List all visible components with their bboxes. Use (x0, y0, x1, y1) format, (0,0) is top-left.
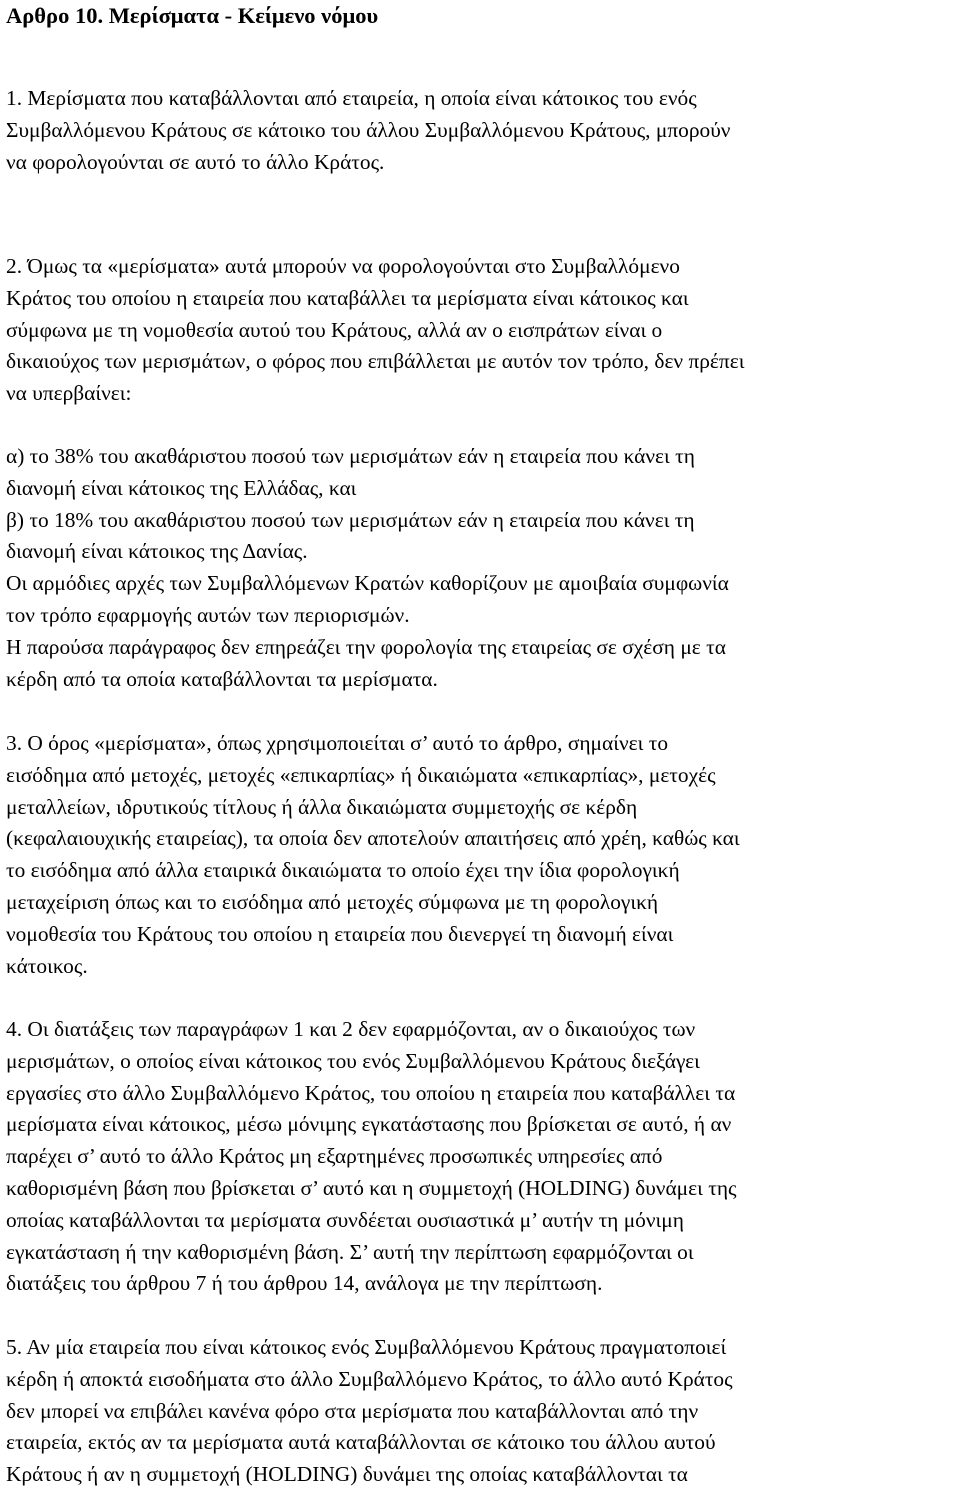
text-line: μερίσματα είναι κάτοικος, μέσω μόνιμης εγκατάστασης που βρίσκεται σε αυτό, ή αν (6, 1112, 732, 1137)
paragraph-4 (6, 1014, 956, 1300)
text-line: 3. Ο όρος «μερίσματα», όπως χρησιμοποιείται σ’ αυτό το άρθρο, σημαίνει το (6, 731, 669, 755)
text-line: κέρδη ή αποκτά εισοδήματα στο άλλο Συμβαλλόμενο Κράτος, το άλλο αυτό Κράτος (6, 1366, 733, 1391)
text-line: Κράτος του οποίου η εταιρεία που καταβάλλει τα μερίσματα είναι κάτοικος και (6, 285, 689, 310)
article-title: Αρθρο 10. Μερίσματα - Κείμενο νόμου (6, 3, 379, 28)
paragraph-2 (6, 251, 956, 410)
text-line: Η παρούσα παράγραφος δεν επηρεάζει την φορολογία της εταιρείας σε σχέση με τα (6, 634, 726, 659)
text-line: τον τρόπο εφαρμογής αυτών των περιορισμών. (6, 602, 410, 627)
text-line: Κράτους ή αν η συμμετοχή (HOLDING) δυνάμει της οποίας καταβάλλονται τα (6, 1462, 688, 1487)
text-line: μεταχείριση όπως και το εισόδημα από μετοχές σύμφωνα με τη φορολογική (6, 889, 659, 914)
text-line: (κεφαλαιουχικής εταιρείας), τα οποία δεν αποτελούν απαιτήσεις από χρέη, καθώς και (6, 826, 740, 851)
paragraph-5 (6, 1332, 956, 1491)
text-line: διανομή είναι κάτοικος της Ελλάδας, και (6, 475, 357, 500)
text-line: α) το 38% του ακαθάριστου ποσού των μερισμάτων εάν η εταιρεία που κάνει τη (6, 444, 695, 468)
text-line: νομοθεσία του Κράτους του οποίου η εταιρεία που διενεργεί τη διανομή είναι (6, 921, 674, 946)
paragraph-2-items (6, 441, 956, 695)
text-line: β) το 18% του ακαθάριστου ποσού των μερισμάτων εάν η εταιρεία που κάνει τη (6, 507, 695, 532)
paragraph-1 (6, 83, 956, 178)
text-line: εταιρεία, εκτός αν τα μερίσματα αυτά καταβάλλονται σε κάτοικο του άλλου αυτού (6, 1430, 716, 1455)
text-line: 1. Μερίσματα που καταβάλλονται από εταιρεία, η οποία είναι κάτοικος του ενός (6, 86, 697, 110)
text-line: σύμφωνα με τη νομοθεσία αυτού του Κράτους, αλλά αν ο εισπράτων είναι ο (6, 317, 663, 342)
text-line: Συμβαλλόμενου Κράτους σε κάτοικο του άλλου Συμβαλλόμενου Κράτους, μπορούν (6, 117, 731, 142)
text-line: δικαιούχος των μερισμάτων, ο φόρος που επιβάλλεται με αυτόν τον τρόπο, δεν πρέπει (6, 349, 745, 374)
text-line: να υπερβαίνει: (6, 381, 132, 406)
text-line: κάτοικος. (6, 953, 88, 978)
text-line: Οι αρμόδιες αρχές των Συμβαλλόμενων Κρατών καθορίζουν με αμοιβαία συμφωνία (6, 571, 729, 596)
text-line: παρέχει σ’ αυτό το άλλο Κράτος μη εξαρτημένες προσωπικές υπηρεσίες από (6, 1144, 663, 1169)
text-line: εργασίες στο άλλο Συμβαλλόμενο Κράτος, του οποίου η εταιρεία που καταβάλλει τα (6, 1080, 736, 1105)
text-line: οποίας καταβάλλονται τα μερίσματα συνδέεται ουσιαστικά μ’ αυτήν τη μόνιμη (6, 1207, 684, 1232)
text-line: καθορισμένη βάση που βρίσκεται σ’ αυτό και η συμμετοχή (HOLDING) δυνάμει της (6, 1175, 737, 1200)
text-line: το εισόδημα από άλλα εταιρικά δικαιώματα το οποίο έχει την ίδια φορολογική (6, 858, 680, 883)
text-line: εισόδημα από μετοχές, μετοχές «επικαρπίας» ή δικαιώματα «επικαρπίας», μετοχές (6, 762, 716, 787)
text-line: 5. Αν μία εταιρεία που είναι κάτοικος ενός Συμβαλλόμενου Κράτους πραγματοποιεί (6, 1335, 727, 1359)
text-line: μεταλλείων, ιδρυτικούς τίτλους ή άλλα δικαιώματα συμμετοχής σε κέρδη (6, 794, 638, 819)
text-line: μερισμάτων, ο οποίος είναι κάτοικος του ενός Συμβαλλόμενου Κράτους διεξάγει (6, 1048, 700, 1073)
text-line: δεν μπορεί να επιβάλει κανένα φόρο στα μερίσματα που καταβάλλονται από την (6, 1398, 699, 1423)
text-line: διανομή είναι κάτοικος της Δανίας. (6, 539, 308, 564)
text-line: κέρδη από τα οποία καταβάλλονται τα μερίσματα. (6, 666, 438, 691)
text-line: εγκατάσταση ή την καθορισμένη βάση. Σ’ αυτή την περίπτωση εφαρμόζονται οι (6, 1239, 694, 1264)
text-line: διατάξεις του άρθρου 7 ή του άρθρου 14, ανάλογα με την περίπτωση. (6, 1271, 603, 1296)
text-line: 2. Όμως τα «μερίσματα» αυτά μπορούν να φορολογούνται στο Συμβαλλόμενο (6, 254, 680, 278)
text-line: να φορολογούνται σε αυτό το άλλο Κράτος. (6, 149, 385, 174)
paragraph-3 (6, 728, 956, 982)
text-line: 4. Οι διατάξεις των παραγράφων 1 και 2 δεν εφαρμόζονται, αν ο δικαιούχος των (6, 1017, 696, 1041)
